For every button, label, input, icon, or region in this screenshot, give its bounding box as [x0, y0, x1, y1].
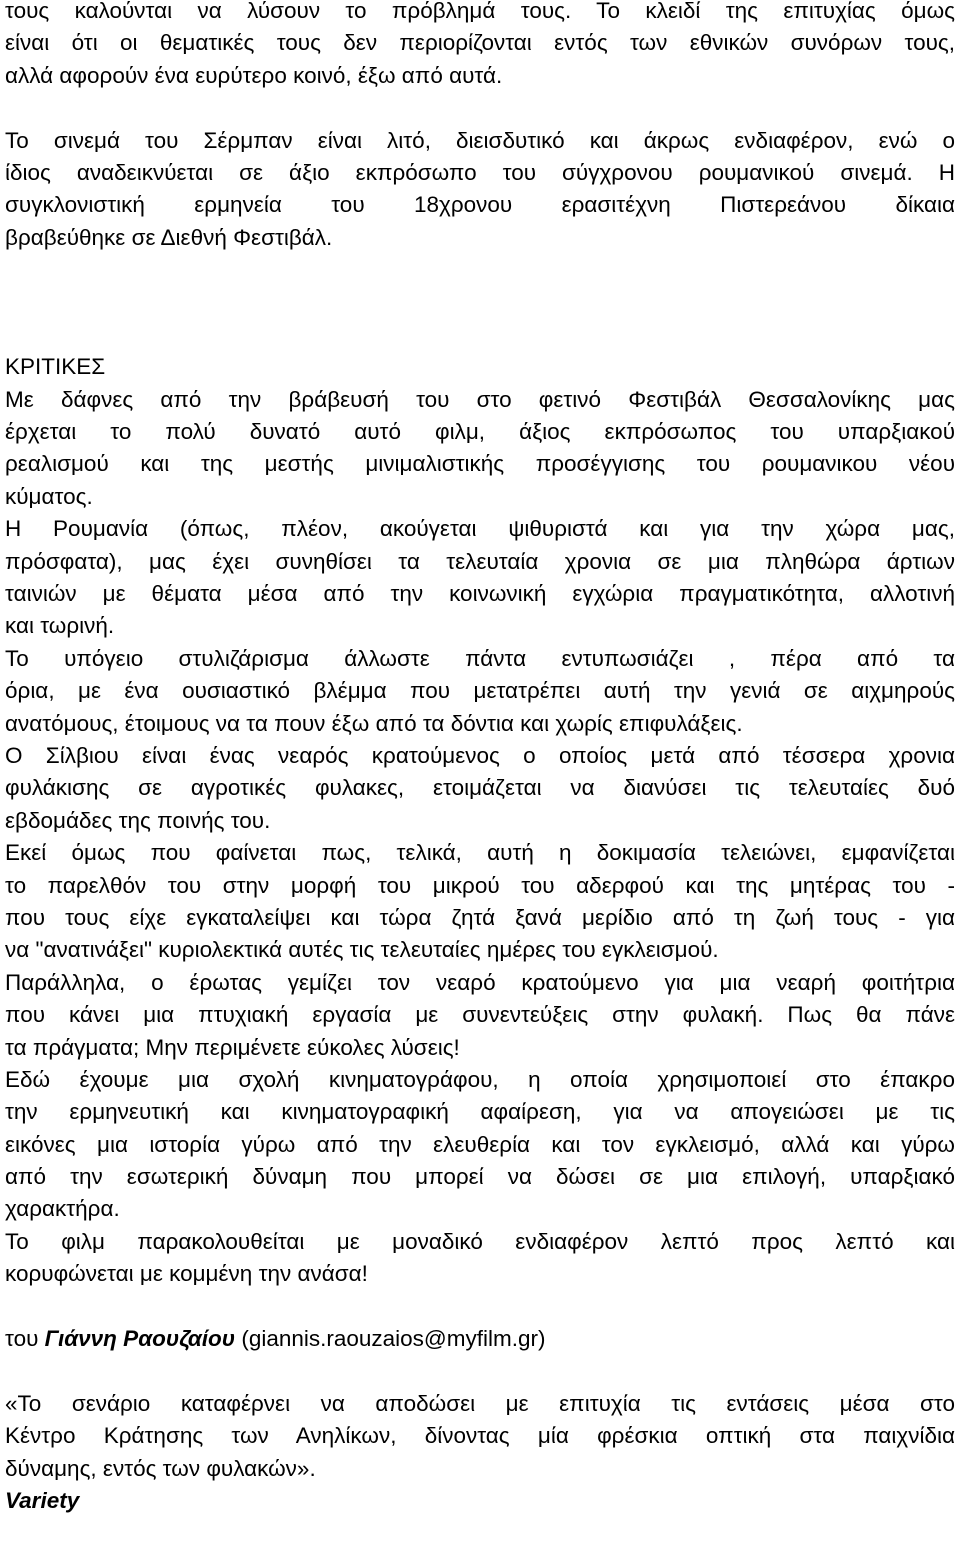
text-line: Η Ρουμανία (όπως, πλέον, ακούγεται ψιθυριστά και για την χώρα μας, — [5, 516, 955, 542]
text-line: κορυφώνεται με κομμένη την ανάσα! — [5, 1261, 368, 1287]
review-paragraph — [5, 740, 955, 837]
text-line: την ερμηνευτική και κινηματογραφική αφαίρεση, για να απογειώσει με τις — [5, 1099, 955, 1125]
reviews-section — [5, 351, 955, 1290]
review-paragraph — [5, 1226, 955, 1291]
text-line: Κέντρο Κράτησης των Ανηλίκων, δίνοντας μία φρέσκια οπτική στα παιχνίδια — [5, 1423, 955, 1449]
text-line: «Το σενάριο καταφέρνει να αποδώσει με επιτυχία τις εντάσεις μέσα στο — [5, 1390, 955, 1416]
review-paragraph — [5, 384, 955, 514]
director-paragraph — [5, 125, 955, 255]
text-line: τα πράγματα; Μην περιμένετε εύκολες λύσεις! — [5, 1034, 460, 1060]
text-line: Το υπόγειο στυλιζάρισμα άλλωστε πάντα εντυπωσιάζει , πέρα από τα — [5, 645, 955, 671]
byline — [5, 1323, 955, 1355]
text-line: Εκεί όμως που φαίνεται πως, τελικά, αυτή η δοκιμασία τελειώνει, εμφανίζεται — [5, 840, 955, 866]
text-line: φυλάκισης σε αγροτικές φυλακες, ετοιμάζεται να διανύσει τις τελευταίες δυό — [5, 775, 955, 801]
text-line: ρεαλισμού και της μεστής μινιμαλιστικής προσέγγισης του ρουμανικου νέου — [5, 451, 955, 477]
text-line: ίδιος αναδεικνύεται σε άξιο εκπρόσωπο του σύγχρονου ρουμανικού σινεμά. Η — [5, 159, 955, 185]
text-line: συγκλονιστική ερμηνεία του 18χρονου ερασιτέχνη Πιστερεάνου δίκαια — [5, 192, 955, 218]
text-line: Παράλληλα, ο έρωτας γεμίζει τον νεαρό κρατούμενο για μια νεαρή φοιτήτρια — [5, 969, 955, 995]
text-line: από την εσωτερική δύναμη που μπορεί να δώσει σε μια επιλογή, υπαρξιακό — [5, 1164, 955, 1190]
text-line: το παρελθόν του στην μορφή του μικρού του αδερφού και της μητέρας του - — [5, 872, 955, 898]
text-line: όρια, με ένα ουσιαστικό βλέμμα που μετατρέπει αυτή την γενιά σε αιχμηρούς — [5, 678, 955, 704]
text-line: Ο Σίλβιου είναι ένας νεαρός κρατούμενος ο οποίος μετά από τέσσερα χρονια — [5, 743, 955, 768]
byline-contact: (giannis.raouzaios@myfilm.gr) — [235, 1326, 546, 1352]
text-line: χαρακτήρα. — [5, 1196, 120, 1222]
byline-author: Γιάννη Ραουζαίου — [44, 1326, 236, 1352]
text-line: ανατόμους, έτοιμους να τα πουν έξω από τα δόντια και χωρίς επιφυλάξεις. — [5, 710, 743, 736]
text-line: ταινιών με θέματα μέσα από την κοινωνική εγχώρια πραγματικότητα, αλλοτινή — [5, 581, 955, 607]
text-line: είναι ότι οι θεματικές τους δεν περιορίζονται εντός των εθνικών συνόρων τους, — [5, 30, 955, 56]
text-line: Εδώ έχουμε μια σχολή κινηματογράφου, η οποία χρησιμοποιεί στο έπακρο — [5, 1066, 955, 1092]
text-line: Το φιλμ παρακολουθείται με μοναδικό ενδιαφέρον λεπτό προς λεπτό και — [5, 1228, 955, 1254]
intro-paragraph — [5, 0, 955, 92]
text-line: που κάνει μια πτυχιακή εργασία με συνεντεύξεις στην φυλακή. Πως θα πάνε — [5, 1002, 955, 1028]
review-paragraph — [5, 837, 955, 967]
review-paragraph — [5, 643, 955, 740]
text-line: Με δάφνες από την βράβευσή του στο φετινό Φεστιβάλ Θεσσαλονίκης μας — [5, 386, 955, 412]
text-line: έρχεται το πολύ δυνατό αυτό φιλμ, άξιος εκπρόσωπος του υπαρξιακού — [5, 419, 955, 445]
text-line: να "ανατινάξει" κυριολεκτικά αυτές τις τελευταίες ημέρες του εγκλεισμού. — [5, 937, 719, 963]
quote-source: Variety — [5, 1487, 80, 1513]
text-line: εβδομάδες της ποινής του. — [5, 807, 271, 833]
review-paragraph — [5, 967, 955, 1064]
text-line: αλλά αφορούν ένα ευρύτερο κοινό, έξω από αυτά. — [5, 62, 503, 88]
document-page — [5, 0, 955, 1517]
review-paragraph — [5, 513, 955, 643]
text-line: δύναμης, εντός των φυλακών». — [5, 1455, 316, 1481]
reviews-heading: ΚΡΙΤΙΚΕΣ — [5, 354, 106, 380]
text-line: που τους είχε εγκαταλείψει και τώρα ζητά ξανά μερίδιο από τη ζωή τους - για — [5, 904, 955, 930]
text-line: βραβεύθηκε σε Διεθνή Φεστιβάλ. — [5, 224, 333, 250]
text-line: κύματος. — [5, 483, 93, 509]
text-line: Το σινεμά του Σέρμπαν είναι λιτό, διεισδυτικό και άκρως ενδιαφέρον, ενώ ο — [5, 127, 955, 153]
press-quote — [5, 1388, 955, 1518]
byline-prefix: του — [5, 1326, 45, 1352]
text-line: πρόσφατα), μας έχει συνηθίσει τα τελευταία χρονια σε μια πληθώρα άρτιων — [5, 548, 955, 574]
review-paragraph — [5, 1064, 955, 1226]
text-line: και τωρινή. — [5, 613, 115, 639]
text-line: εικόνες μια ιστορία γύρω από την ελευθερία και τον εγκλεισμό, αλλά και γύρω — [5, 1131, 955, 1157]
text-line: τους καλούνται να λύσουν το πρόβλημά τους. Το κλειδί της επιτυχίας όμως — [5, 0, 955, 23]
